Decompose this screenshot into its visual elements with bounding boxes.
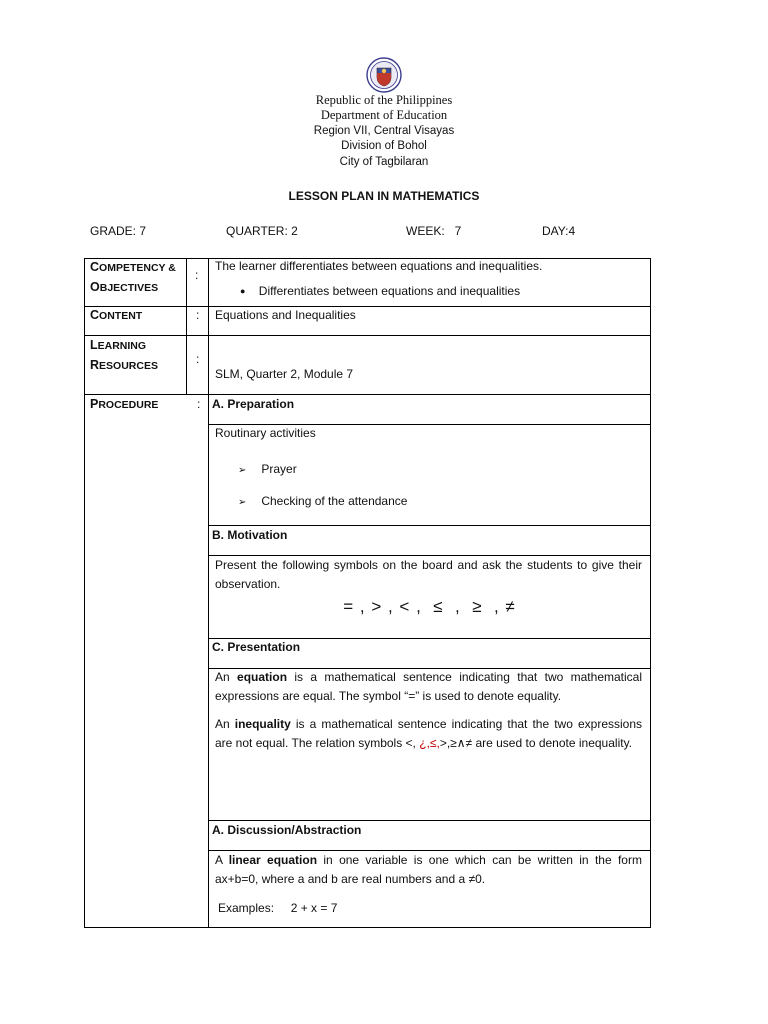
row-divider bbox=[84, 394, 651, 395]
quarter-label: QUARTER: 2 bbox=[226, 224, 298, 238]
grade-label: GRADE: 7 bbox=[90, 224, 147, 238]
learning-resources-label: LEARNING RESOURCES bbox=[90, 338, 158, 372]
inequality-definition: An inequality is a mathematical sentence indicating that the two expressions are not equal. The relation symbols <, ¿,≤,>,≥∧≠ are used to denote inequality. bbox=[215, 717, 643, 750]
content-label: CONTENT bbox=[90, 308, 143, 322]
list-item: ➢ Prayer bbox=[238, 460, 297, 480]
competency-bullet: ● Differentiates between equations and inequalities bbox=[240, 284, 521, 298]
symbols-row: = , > , < , ≤ , ≥ , ≠ bbox=[343, 597, 516, 616]
arrow-bullet-icon: ➢ bbox=[238, 465, 247, 476]
column-divider bbox=[186, 258, 187, 394]
procedure-label: PROCEDURE bbox=[90, 397, 159, 411]
equation-definition: An equation is a mathematical sentence indicating that two mathematical expressions are equal. The symbol “=” is used to denote equality. bbox=[215, 670, 642, 703]
presentation-heading: C. Presentation bbox=[212, 640, 301, 654]
day-label: DAY:4 bbox=[542, 224, 576, 238]
examples-text: Examples: 2 + x = 7 bbox=[218, 901, 338, 915]
document-title: LESSON PLAN IN MATHEMATICS bbox=[288, 189, 480, 203]
motivation-heading: B. Motivation bbox=[212, 528, 288, 542]
arrow-bullet-icon: ➢ bbox=[238, 497, 247, 508]
preparation-heading: A. Preparation bbox=[212, 397, 295, 411]
colon: : bbox=[196, 308, 200, 322]
deped-seal-icon bbox=[364, 57, 404, 93]
header-line-region: Region VII, Central Visayas bbox=[313, 125, 455, 137]
header-line-republic: Republic of the Philippines bbox=[315, 93, 453, 107]
colon: : bbox=[197, 397, 201, 411]
row-divider bbox=[84, 306, 651, 307]
linear-equation-definition: A linear equation in one variable is one which can be written in the form ax+b=0, where a and b are real numbers and a ≠0. bbox=[215, 853, 642, 886]
colon: : bbox=[195, 268, 199, 282]
resources-text: SLM, Quarter 2, Module 7 bbox=[215, 367, 354, 381]
competency-text: The learner differentiates between equations and inequalities. bbox=[215, 259, 543, 273]
week-label: WEEK: 7 bbox=[406, 224, 462, 238]
routinary-text: Routinary activities bbox=[215, 426, 316, 440]
bullet-icon: ● bbox=[240, 286, 246, 296]
header-line-division: Division of Bohol bbox=[341, 140, 427, 152]
header-line-department: Department of Education bbox=[320, 108, 448, 122]
competency-label: COMPETENCY & OBJECTIVES bbox=[90, 260, 176, 294]
motivation-text: Present the following symbols on the board and ask the students to give their observation. bbox=[215, 558, 642, 591]
discussion-heading: A. Discussion/Abstraction bbox=[212, 823, 362, 837]
column-divider bbox=[208, 258, 209, 928]
row-divider bbox=[84, 335, 651, 336]
header-line-city: City of Tagbilaran bbox=[339, 156, 429, 168]
content-text: Equations and Inequalities bbox=[215, 308, 356, 322]
colon: : bbox=[196, 352, 200, 366]
list-item: ➢ Checking of the attendance bbox=[238, 492, 407, 512]
